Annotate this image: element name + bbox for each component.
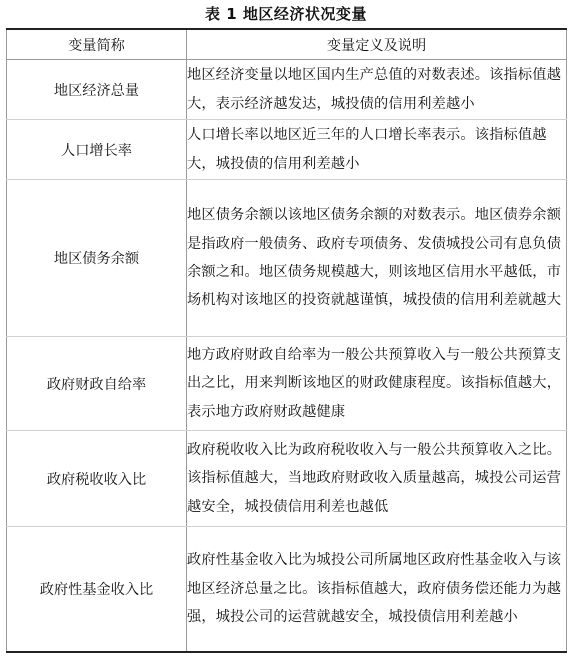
variable-description: 地区经济变量以地区国内生产总值的对数表述。该指标值越大，表示经济越发达，城投债的信用利差越小 xyxy=(187,60,567,120)
table-row xyxy=(7,60,567,120)
column-header-definition: 变量定义及说明 xyxy=(187,29,567,60)
table-row xyxy=(7,527,567,652)
variable-name: 地区债务余额 xyxy=(7,180,187,337)
table-row xyxy=(7,180,567,337)
variable-description: 地区债务余额以该地区债务余额的对数表示。地区债券余额是指政府一般债务、政府专项债务、发债城投公司有息负债余额之和。地区债务规模越大，则该地区信用水平越低，市场机构对该地区的投资就越谨慎，城投债的信用利差就越大 xyxy=(187,180,567,337)
table-row xyxy=(7,120,567,180)
variable-description: 地方政府财政自给率为一般公共预算收入与一般公共预算支出之比，用来判断该地区的财政健康程度。该指标值越大，表示地方政府财政越健康 xyxy=(187,337,567,431)
variable-name: 人口增长率 xyxy=(7,120,187,180)
column-header-name: 变量简称 xyxy=(7,29,187,60)
table-row xyxy=(7,431,567,527)
table-header-row xyxy=(7,29,567,60)
variable-description: 政府税收收入比为政府税收收入与一般公共预算收入之比。该指标值越大，当地政府财政收入质量越高，城投公司运营越安全，城投债信用利差也越低 xyxy=(187,431,567,527)
table-caption: 表 1 地区经济状况变量 xyxy=(205,5,367,23)
variables-table xyxy=(6,28,567,653)
variable-description: 政府性基金收入比为城投公司所属地区政府性基金收入与该地区经济总量之比。该指标值越大，政府债务偿还能力为越强，城投公司的运营就越安全，城投债信用利差越小 xyxy=(187,527,567,652)
variable-name: 地区经济总量 xyxy=(7,60,187,120)
variable-name: 政府财政自给率 xyxy=(7,337,187,431)
variable-description: 人口增长率以地区近三年的人口增长率表示。该指标值越大，城投债的信用利差越小 xyxy=(187,120,567,180)
variable-name: 政府性基金收入比 xyxy=(7,527,187,652)
variable-name: 政府税收收入比 xyxy=(7,431,187,527)
table-row xyxy=(7,337,567,431)
